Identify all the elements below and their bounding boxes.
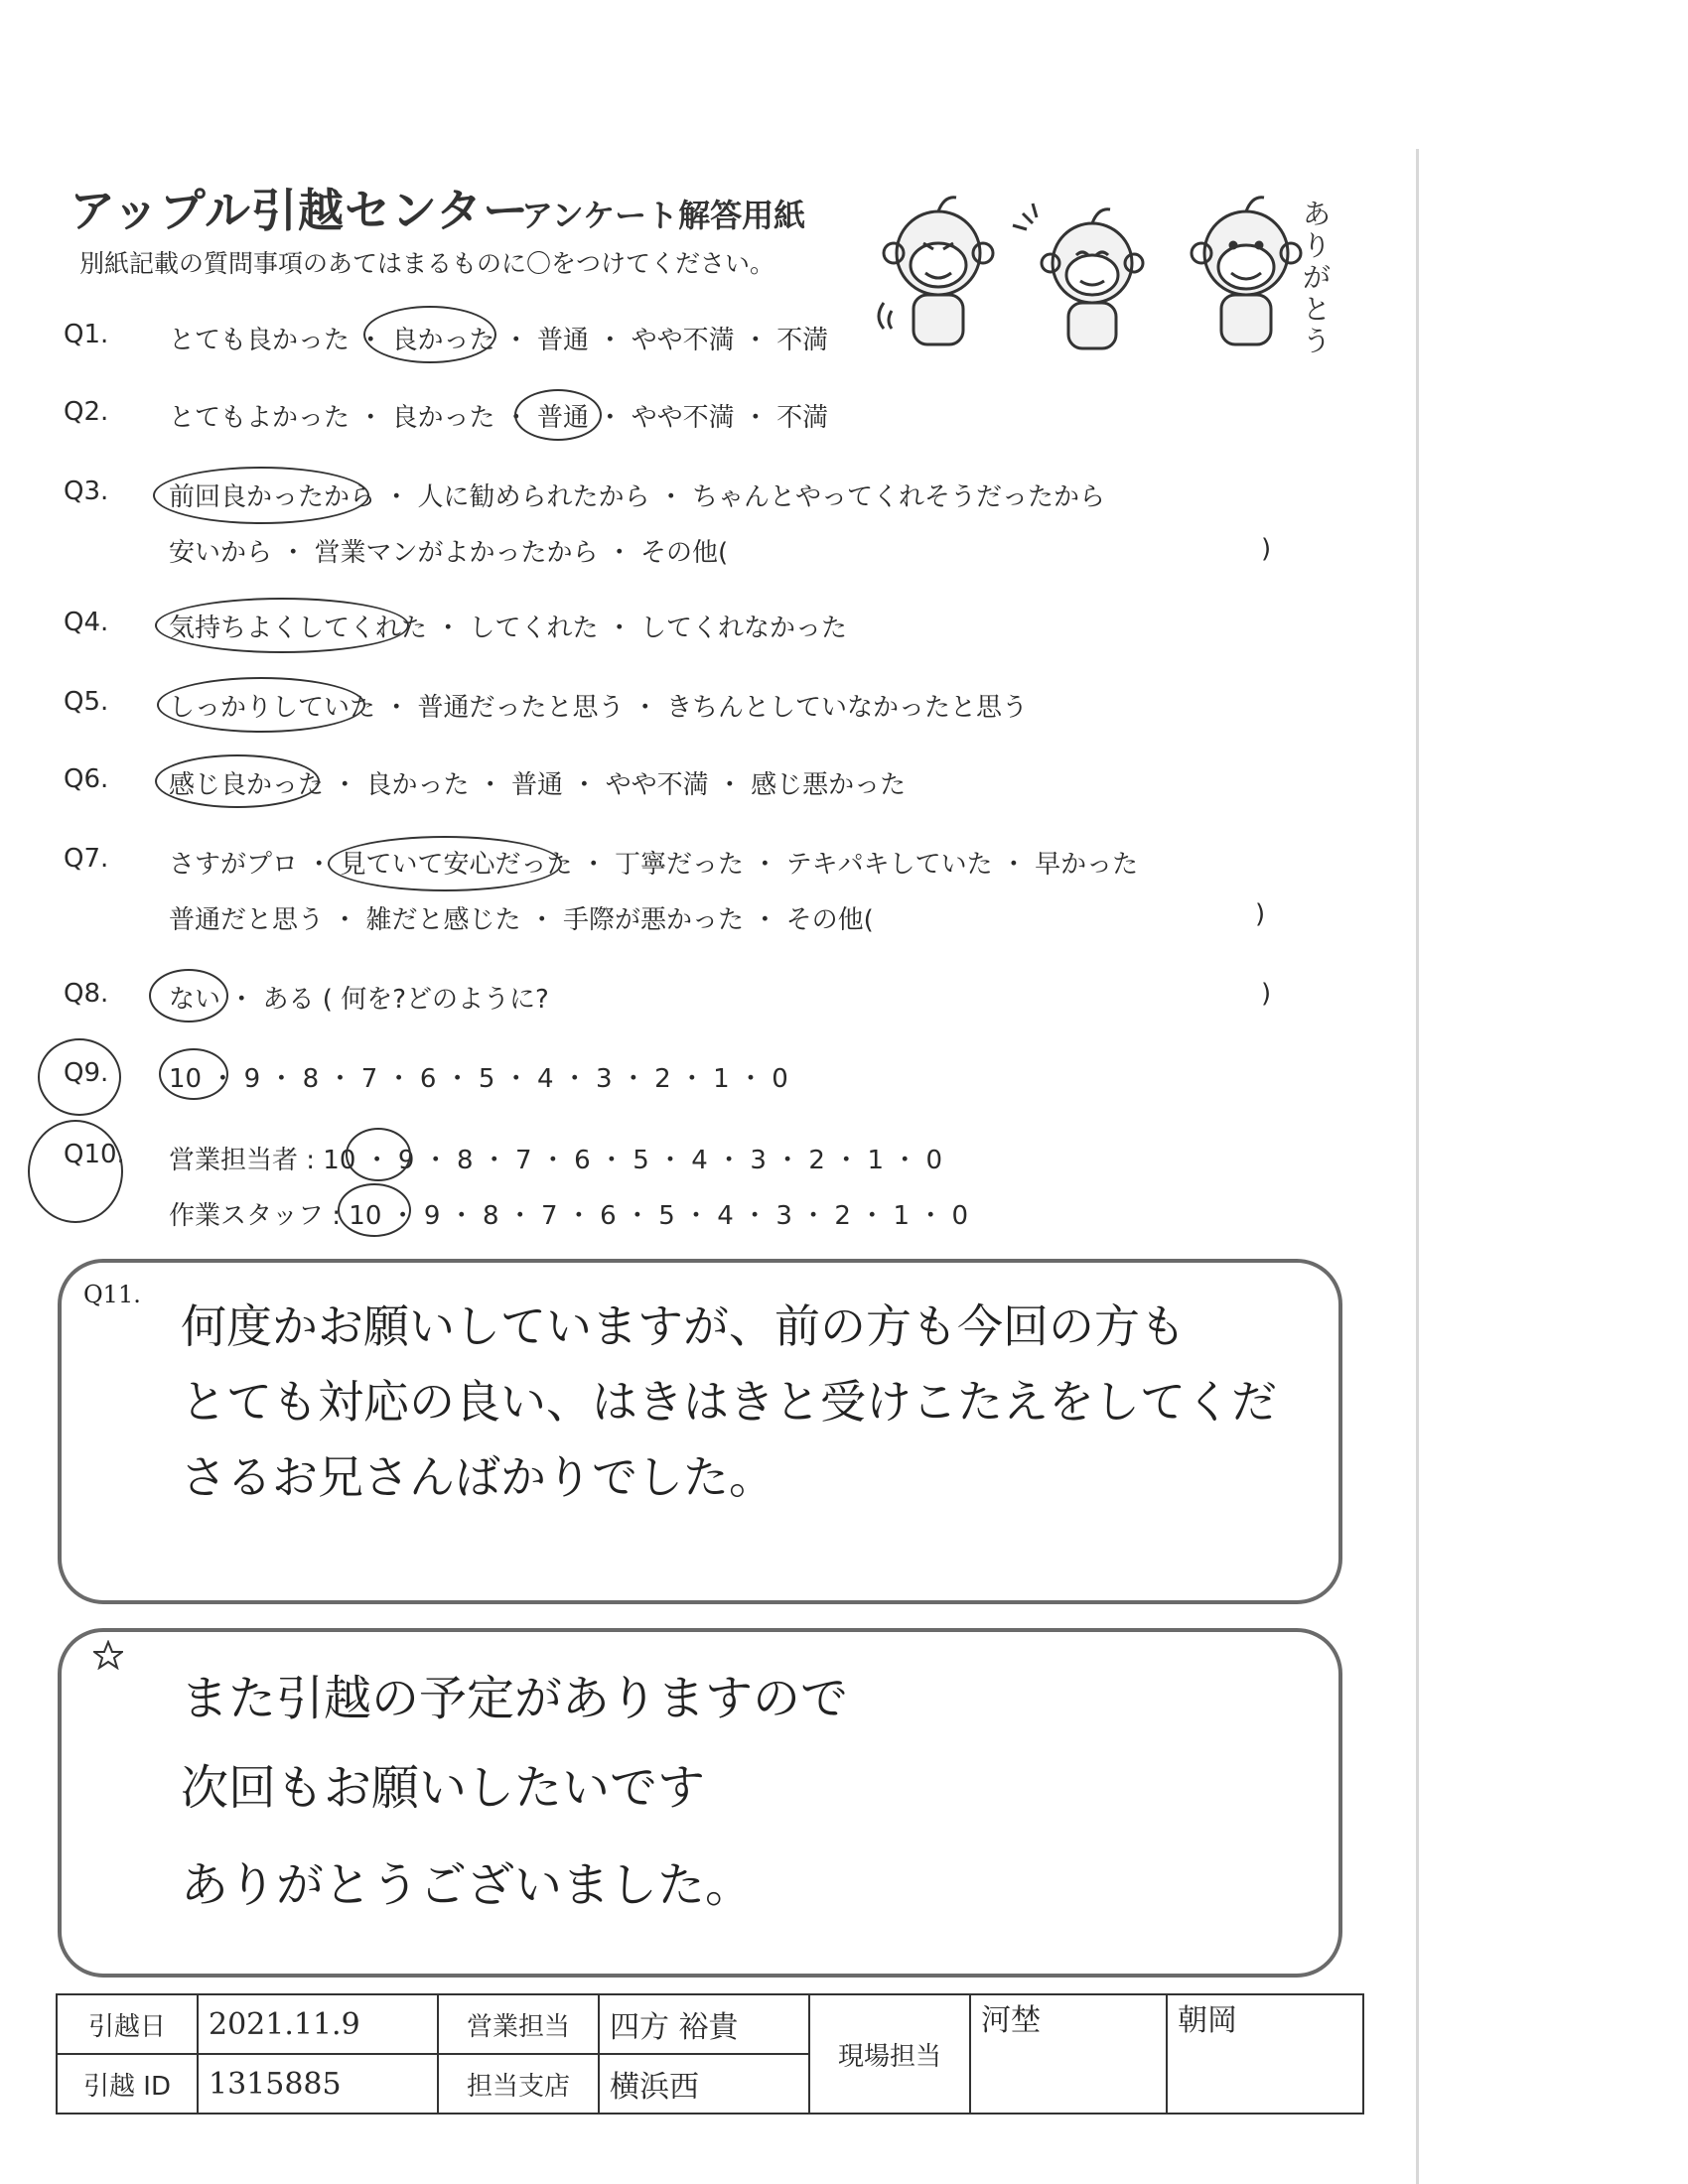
comment-line: ありがとうございました。	[181, 1857, 754, 1913]
q7-options-line1[interactable]: さすがプロ ・ 見ていて安心だった ・ 丁寧だった ・ テキパキしていた ・ 早かった	[169, 850, 1139, 880]
q3-selected-mark	[153, 467, 369, 524]
footer-info-table	[56, 1993, 1364, 2115]
sales-rep-label: 営業担当	[438, 1994, 599, 2054]
site-staff-label: 現場担当	[809, 1994, 970, 2114]
q5-options[interactable]: しっかりしていた ・ 普通だったと思う ・ きちんとしていなかったと思う	[169, 693, 1029, 723]
q7-selected-mark	[328, 836, 562, 891]
q3-options-line1[interactable]: 前回良かったから ・ 人に勧められたから ・ ちゃんとやってくれそうだったから	[169, 482, 1106, 512]
comment-line: とても対応の良い、はきはきと受けこたえをしてくだ	[181, 1375, 1277, 1429]
form-subtitle: アンケート解答用紙	[521, 197, 806, 234]
q4-options[interactable]: 気持ちよくしてくれた ・ してくれた ・ してくれなかった	[169, 614, 848, 643]
question-number: Q1.	[64, 320, 109, 349]
question-number: Q4.	[64, 608, 109, 637]
q4-selected-mark	[155, 598, 409, 653]
monkey-middle-icon	[1013, 204, 1143, 348]
branch-value: 横浜西	[599, 2054, 809, 2114]
page-edge-shadow	[1416, 149, 1419, 2184]
star-icon	[93, 1640, 123, 1670]
move-id-value: 1315885	[198, 2054, 438, 2114]
comment-line: さるお兄さんばかりでした。	[181, 1450, 774, 1504]
question-number: Q2.	[64, 397, 109, 427]
q11-label: Q11.	[83, 1281, 141, 1308]
q1-options[interactable]: とても良かった ・ 良かった ・ 普通 ・ やや不満 ・ 不満	[169, 326, 829, 355]
q10-staff-selected-mark	[338, 1183, 411, 1237]
monkey-mascot-illustration	[864, 184, 1321, 362]
question-number: Q6.	[64, 764, 109, 794]
q3-close-paren: )	[1261, 534, 1272, 564]
q2-options[interactable]: とてもよかった ・ 良かった ・ 普通 ・ やや不満 ・ 不満	[169, 403, 829, 433]
q10-staff-rating[interactable]: 作業スタッフ : 10 ・ 9 ・ 8 ・ 7 ・ 6 ・ 5 ・ 4 ・ 3 ・ 2 ・ 1 ・ 0	[169, 1201, 969, 1231]
question-number: Q5.	[64, 687, 109, 717]
q5-selected-mark	[157, 677, 365, 733]
question-number: Q9.	[64, 1058, 109, 1088]
q6-options[interactable]: 感じ良かった ・ 良かった ・ 普通 ・ やや不満 ・ 感じ悪かった	[169, 770, 907, 800]
question-number: Q7.	[64, 844, 109, 874]
q6-selected-mark	[155, 754, 320, 808]
site-staff-value-2: 朝岡	[1167, 1994, 1363, 2114]
move-date-label: 引越日	[57, 1994, 198, 2054]
comment-line: また引越の予定がありますので	[181, 1671, 849, 1726]
instruction-text: 別紙記載の質問事項のあてはまるものに〇をつけてください。	[79, 249, 775, 278]
q8-selected-mark	[149, 969, 228, 1023]
branch-label: 担当支店	[438, 2054, 599, 2114]
q9-options[interactable]: 10 ・ 9 ・ 8 ・ 7 ・ 6 ・ 5 ・ 4 ・ 3 ・ 2 ・ 1 ・ 0	[169, 1064, 788, 1094]
company-title: アップル引越センター	[70, 184, 530, 237]
comment-line: 何度かお願いしていますが、前の方も今回の方も	[181, 1299, 1186, 1353]
q10-number-circle-mark	[28, 1120, 123, 1223]
q7-options-line2[interactable]: 普通だと思う ・ 雑だと感じた ・ 手際が悪かった ・ その他(	[169, 905, 874, 935]
q7-close-paren: )	[1255, 899, 1266, 929]
q2-selected-mark	[514, 389, 602, 441]
q10-sales-rating[interactable]: 営業担当者 : 10 ・ 9 ・ 8 ・ 7 ・ 6 ・ 5 ・ 4 ・ 3 ・ 2 ・ 1 ・ 0	[169, 1146, 943, 1175]
q10-sales-selected-mark	[346, 1128, 411, 1181]
thanks-vertical-text: ありがとう	[1303, 198, 1332, 357]
q8-options[interactable]: ない ・ ある ( 何を?どのように?	[169, 985, 549, 1015]
site-staff-value-1: 河埜	[970, 1994, 1167, 2114]
monkey-right-icon	[1192, 198, 1301, 344]
question-number: Q8.	[64, 979, 109, 1009]
q1-selected-mark	[363, 306, 496, 363]
monkey-left-icon	[879, 198, 993, 344]
question-number: Q3.	[64, 477, 109, 506]
q9-number-circle-mark	[38, 1038, 121, 1116]
q9-selected-mark	[159, 1048, 228, 1100]
move-date-value: 2021.11.9	[198, 1994, 438, 2054]
question-number: Q10.	[64, 1140, 125, 1169]
comment-line: 次回もお願いしたいです	[181, 1760, 706, 1816]
sales-rep-value: 四方 裕貴	[599, 1994, 809, 2054]
q3-options-line2[interactable]: 安いから ・ 営業マンがよかったから ・ その他(	[169, 538, 729, 568]
q8-close-paren: )	[1261, 979, 1272, 1009]
move-id-label: 引越 ID	[57, 2054, 198, 2114]
